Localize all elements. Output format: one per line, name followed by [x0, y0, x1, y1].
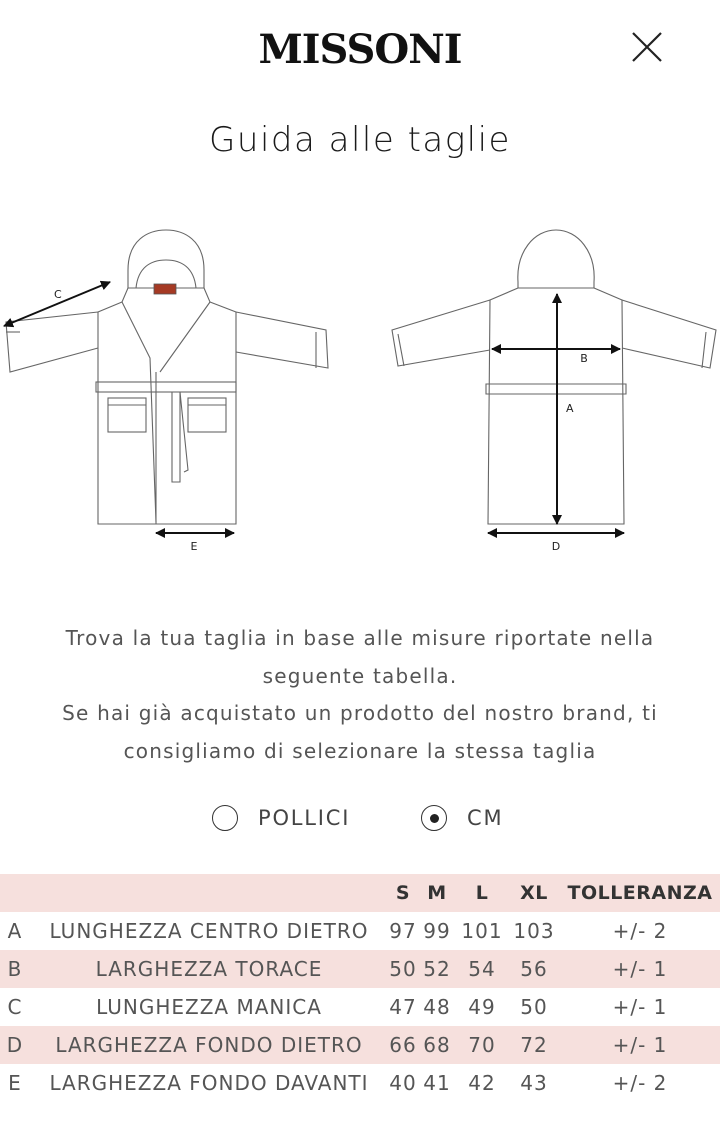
label-b: B — [580, 352, 588, 365]
row-key: E — [8, 1071, 22, 1095]
row-name: LARGHEZZA FONDO DAVANTI — [49, 1071, 369, 1095]
header-tolleranza: TOLLERANZA — [567, 882, 713, 904]
header-name — [30, 874, 388, 912]
cell-s: 50 — [389, 957, 417, 981]
header-xl: XL — [520, 882, 548, 904]
brand-logo: MISSONI — [258, 26, 462, 73]
cell-tolleranza: +/- 1 — [612, 995, 668, 1019]
table-row — [0, 912, 720, 950]
cell-m: 41 — [423, 1071, 451, 1095]
radio-dot-icon — [430, 814, 439, 823]
cell-l: 49 — [468, 995, 496, 1019]
row-key: A — [7, 919, 23, 943]
cell-l: 54 — [468, 957, 496, 981]
row-key: C — [7, 995, 23, 1019]
intro-line-2: Se hai già acquistato un prodotto del nostro brand, ti consigliamo di selezionare la stessa taglia — [62, 701, 658, 763]
table-row — [0, 1026, 720, 1064]
cell-s: 66 — [389, 1033, 417, 1057]
label-e: E — [190, 540, 198, 553]
unit-selector — [0, 798, 720, 838]
row-key: D — [6, 1033, 24, 1057]
header-l: L — [475, 882, 489, 904]
header-s: S — [395, 882, 411, 904]
header-key — [0, 874, 30, 912]
cell-tolleranza: +/- 1 — [612, 1033, 668, 1057]
table-row — [0, 988, 720, 1026]
page-title: Guida alle taglie — [209, 120, 511, 160]
cell-xl: 56 — [520, 957, 548, 981]
cell-tolleranza: +/- 1 — [612, 957, 668, 981]
robe-front-drawing — [6, 230, 328, 524]
table-header-row — [0, 874, 720, 912]
cell-s: 97 — [389, 919, 417, 943]
cell-s: 47 — [389, 995, 417, 1019]
intro-text — [20, 620, 700, 770]
cell-xl: 50 — [520, 995, 548, 1019]
header-m: M — [427, 882, 447, 904]
cell-xl: 103 — [513, 919, 555, 943]
table-row — [0, 950, 720, 988]
label-c: C — [54, 288, 62, 301]
radio-circle-selected-icon[interactable] — [421, 805, 447, 831]
row-name: LARGHEZZA TORACE — [95, 957, 323, 981]
cell-m: 52 — [423, 957, 451, 981]
row-name: LUNGHEZZA MANICA — [96, 995, 322, 1019]
robe-size-diagram — [0, 222, 720, 562]
cell-l: 101 — [461, 919, 503, 943]
cell-m: 48 — [423, 995, 451, 1019]
radio-circle-icon[interactable] — [212, 805, 238, 831]
cell-l: 42 — [468, 1071, 496, 1095]
cell-tolleranza: +/- 2 — [612, 1071, 668, 1095]
unit-label-cm[interactable]: CM — [467, 806, 504, 830]
cell-s: 40 — [389, 1071, 417, 1095]
label-a: A — [566, 402, 574, 415]
close-icon[interactable] — [628, 28, 666, 66]
cell-m: 68 — [423, 1033, 451, 1057]
row-name: LUNGHEZZA CENTRO DIETRO — [49, 919, 369, 943]
cell-m: 99 — [423, 919, 451, 943]
size-table — [0, 874, 720, 1102]
cell-xl: 72 — [520, 1033, 548, 1057]
unit-radio-pollici[interactable] — [212, 798, 350, 838]
row-key: B — [7, 957, 23, 981]
unit-radio-cm[interactable] — [421, 798, 503, 838]
table-row — [0, 1064, 720, 1102]
label-d: D — [551, 540, 561, 553]
robe-back-drawing — [392, 230, 716, 524]
cell-tolleranza: +/- 2 — [612, 919, 668, 943]
cell-l: 70 — [468, 1033, 496, 1057]
intro-line-1: Trova la tua taglia in base alle misure riportate nella seguente tabella. — [65, 626, 655, 688]
unit-label-pollici[interactable]: POLLICI — [258, 806, 351, 830]
cell-xl: 43 — [520, 1071, 548, 1095]
row-name: LARGHEZZA FONDO DIETRO — [55, 1033, 363, 1057]
